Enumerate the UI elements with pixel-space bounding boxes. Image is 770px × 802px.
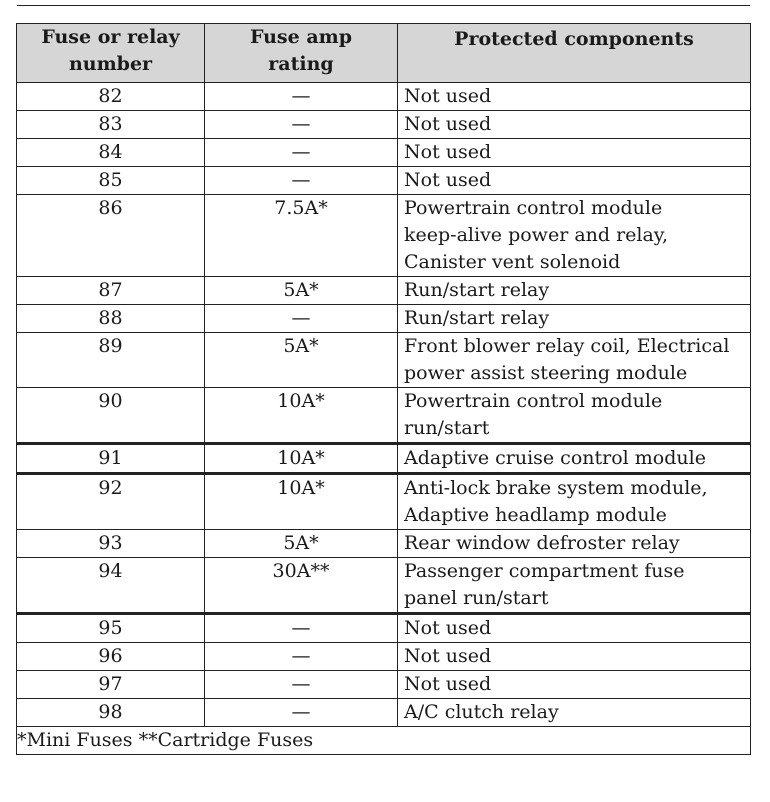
fuse-number-cell: 91 [17, 444, 205, 474]
protected-components-cell: Anti-lock brake system module, Adaptive headlamp module [398, 474, 751, 530]
table-row [17, 83, 751, 111]
table-row [17, 699, 751, 727]
table-row [17, 474, 751, 530]
fuse-number-cell: 86 [17, 195, 205, 277]
protected-components-cell: Run/start relay [398, 305, 751, 333]
fuse-number-cell: 83 [17, 111, 205, 139]
table-row [17, 333, 751, 388]
amp-rating-cell: — [205, 167, 398, 195]
fuse-number-cell: 92 [17, 474, 205, 530]
amp-rating-cell: 10A* [205, 444, 398, 474]
footnote-row [17, 727, 751, 755]
protected-components-cell: Front blower relay coil, Electrical power assist steering module [398, 333, 751, 388]
fuse-number-cell: 90 [17, 388, 205, 444]
table-row [17, 305, 751, 333]
fuse-number-cell: 88 [17, 305, 205, 333]
fuse-number-cell: 85 [17, 167, 205, 195]
amp-rating-cell: — [205, 139, 398, 167]
protected-components-cell: Not used [398, 643, 751, 671]
protected-components-cell: Adaptive cruise control module [398, 444, 751, 474]
table-row [17, 643, 751, 671]
amp-rating-cell: — [205, 111, 398, 139]
header-row [17, 24, 751, 83]
footnote: *Mini Fuses **Cartridge Fuses [17, 727, 751, 755]
protected-components-cell: Run/start relay [398, 277, 751, 305]
header-number: Fuse or relay number [17, 24, 205, 83]
protected-components-cell: Not used [398, 614, 751, 643]
table-row [17, 558, 751, 614]
amp-rating-cell: 30A** [205, 558, 398, 614]
fuse-number-cell: 87 [17, 277, 205, 305]
amp-rating-cell: — [205, 614, 398, 643]
amp-rating-cell: — [205, 671, 398, 699]
table-row [17, 614, 751, 643]
header-components: Protected components [398, 24, 751, 83]
fuse-number-cell: 82 [17, 83, 205, 111]
table-row [17, 530, 751, 558]
amp-rating-cell: — [205, 305, 398, 333]
table-body [17, 83, 751, 727]
fuse-number-cell: 96 [17, 643, 205, 671]
protected-components-cell: Rear window defroster relay [398, 530, 751, 558]
amp-rating-cell: 5A* [205, 277, 398, 305]
protected-components-cell: Not used [398, 111, 751, 139]
fuse-number-cell: 95 [17, 614, 205, 643]
fuse-table [16, 23, 751, 755]
protected-components-cell: Not used [398, 83, 751, 111]
table-row [17, 671, 751, 699]
amp-rating-cell: — [205, 83, 398, 111]
amp-rating-cell: — [205, 643, 398, 671]
fuse-number-cell: 98 [17, 699, 205, 727]
fuse-number-cell: 94 [17, 558, 205, 614]
amp-rating-cell: 7.5A* [205, 195, 398, 277]
header-amp: Fuse amp rating [205, 24, 398, 83]
table-row [17, 167, 751, 195]
fuse-number-cell: 97 [17, 671, 205, 699]
top-rule [17, 5, 750, 6]
table-row [17, 195, 751, 277]
fuse-number-cell: 89 [17, 333, 205, 388]
protected-components-cell: Powertrain control module keep-alive power and relay, Canister vent solenoid [398, 195, 751, 277]
protected-components-cell: A/C clutch relay [398, 699, 751, 727]
amp-rating-cell: — [205, 699, 398, 727]
fuse-number-cell: 93 [17, 530, 205, 558]
fuse-number-cell: 84 [17, 139, 205, 167]
amp-rating-cell: 10A* [205, 388, 398, 444]
amp-rating-cell: 5A* [205, 333, 398, 388]
protected-components-cell: Not used [398, 139, 751, 167]
table-row [17, 388, 751, 444]
table-row [17, 444, 751, 474]
amp-rating-cell: 5A* [205, 530, 398, 558]
protected-components-cell: Powertrain control module run/start [398, 388, 751, 444]
protected-components-cell: Not used [398, 167, 751, 195]
protected-components-cell: Passenger compartment fuse panel run/start [398, 558, 751, 614]
protected-components-cell: Not used [398, 671, 751, 699]
amp-rating-cell: 10A* [205, 474, 398, 530]
table-row [17, 139, 751, 167]
table-row [17, 111, 751, 139]
table-row [17, 277, 751, 305]
